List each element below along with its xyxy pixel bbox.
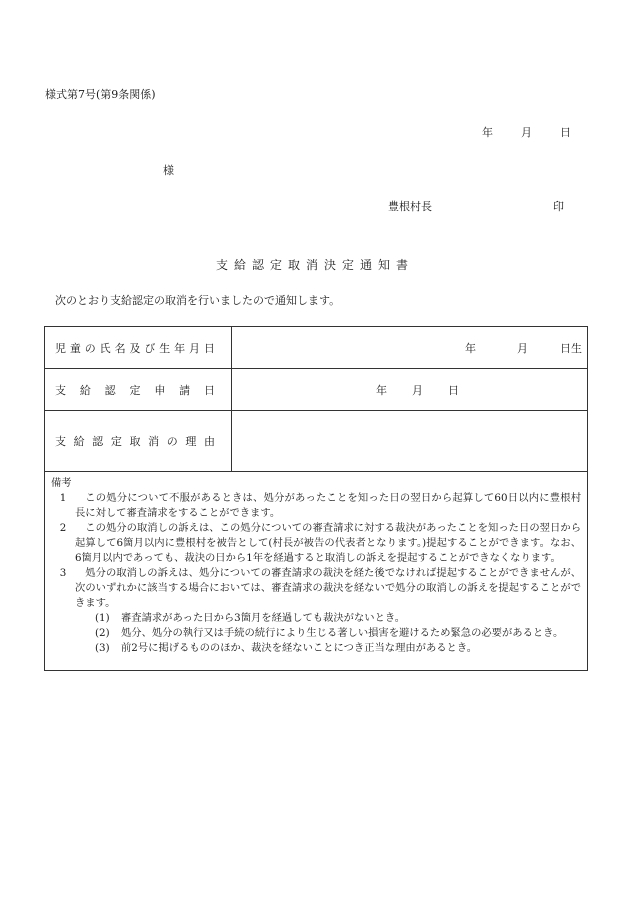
- birth-month-label: 月: [517, 342, 528, 355]
- note-text: 処分の取消しの訴えは、処分についての審査請求の裁決を経た後でなければ提起することができませんが、次のいずれかに該当する場合においては、審査請求の裁決を経ないで処分の取消しの訴えを提起することができます。: [75, 567, 581, 609]
- label-char: 認: [92, 435, 104, 448]
- label-char: 支: [55, 383, 66, 397]
- issuer-name: 豊根村長: [388, 200, 432, 213]
- birth-year-label: 年: [465, 342, 476, 355]
- date-month-label: 月: [521, 126, 532, 139]
- justified-label: [55, 340, 215, 356]
- label-char: 取: [129, 435, 141, 448]
- document-title: 支給認定取消決定通知書: [215, 258, 414, 272]
- application-date-value: [232, 369, 588, 411]
- date-year-label: 年: [482, 126, 493, 139]
- label-char: び: [144, 341, 156, 355]
- table-row: [45, 411, 588, 472]
- label-char: 理: [185, 435, 197, 448]
- note-text: この処分の取消しの訴えは、この処分についての審査請求に対する裁決があったことを知った日の翌日から起算して6箇月以内に豊根村を被告として(村長が被告の代表者となります。)提起することができます。なお、6箇月以内であっても、裁決の日から1年を経過すると取消しの訴えを提起することができなくなります。: [75, 522, 581, 564]
- label-char: 生: [159, 341, 171, 355]
- justified-label: [55, 382, 215, 398]
- note-number: 3: [59, 567, 67, 579]
- label-char: 定: [129, 383, 141, 397]
- seal-mark: 印: [553, 200, 564, 213]
- form-number: 様式第7号(第9条関係): [45, 88, 156, 101]
- sub-note-text: 審査請求があった日から3箇月を経過しても裁決がないとき。: [121, 612, 406, 624]
- note-item: [51, 491, 581, 521]
- label-char: 申: [154, 383, 166, 397]
- table-row: [45, 369, 588, 411]
- issue-date: [482, 124, 571, 140]
- label-char: 給: [73, 435, 85, 448]
- sub-note-text: 前2号に掲げるもののほか、裁決を経ないことにつき正当な理由があるとき。: [121, 642, 478, 654]
- notes-section: [45, 472, 588, 671]
- label-char: 認: [104, 383, 116, 397]
- notes-heading: 備考: [51, 477, 72, 489]
- label-char: 請: [179, 383, 191, 397]
- note-number: 2: [59, 522, 67, 534]
- application-day-label: 日: [448, 384, 459, 397]
- label-char: 年: [174, 341, 186, 355]
- sub-note-number: (3): [95, 642, 110, 654]
- note-text: この処分について不服があるときは、処分があったことを知った日の翌日から起算して60日以内に豊根村長に対して審査請求をすることができます。: [75, 492, 581, 519]
- date-day-label: 日: [560, 126, 571, 139]
- sub-note-text: 処分、処分の執行又は手続の続行により生じる著しい損害を避けるため緊急の必要があるとき。: [121, 627, 564, 639]
- label-char: 支: [55, 435, 66, 448]
- birth-day-label: 日生: [560, 342, 582, 355]
- label-char: 児: [55, 341, 66, 355]
- label-char: 名: [114, 341, 126, 355]
- label-char: の: [166, 435, 178, 448]
- cancellation-reason-label: [45, 411, 232, 472]
- note-item: [51, 566, 581, 611]
- note-number: 1: [59, 492, 67, 504]
- label-char: 給: [79, 383, 91, 397]
- child-name-birthdate-label: [45, 327, 232, 369]
- application-date-label: [45, 369, 232, 411]
- label-char: の: [84, 341, 96, 355]
- sub-note-item: [95, 611, 581, 626]
- label-char: 定: [110, 435, 122, 448]
- addressee-suffix: 様: [163, 164, 174, 177]
- note-item: [51, 521, 581, 566]
- label-char: 由: [204, 435, 215, 448]
- sub-note-item: [95, 641, 581, 656]
- notice-table: [44, 326, 588, 671]
- label-char: 日: [203, 341, 215, 355]
- table-row: [45, 327, 588, 369]
- cancellation-reason-value: [232, 411, 588, 472]
- application-month-label: 月: [412, 384, 423, 397]
- intro-text: 次のとおり支給認定の取消を行いましたので通知します。: [55, 294, 341, 307]
- label-char: 氏: [99, 341, 111, 355]
- application-year-label: 年: [376, 384, 387, 397]
- label-char: 及: [129, 341, 141, 355]
- sub-note-item: [95, 626, 581, 641]
- child-name-birthdate-value: [232, 327, 588, 369]
- sub-note-number: (1): [95, 612, 110, 624]
- justified-label: [55, 433, 215, 449]
- label-char: 消: [148, 435, 160, 448]
- label-char: 月: [189, 341, 201, 355]
- sub-note-number: (2): [95, 627, 110, 639]
- table-row: [45, 472, 588, 671]
- label-char: 日: [203, 383, 215, 397]
- label-char: 童: [69, 341, 81, 355]
